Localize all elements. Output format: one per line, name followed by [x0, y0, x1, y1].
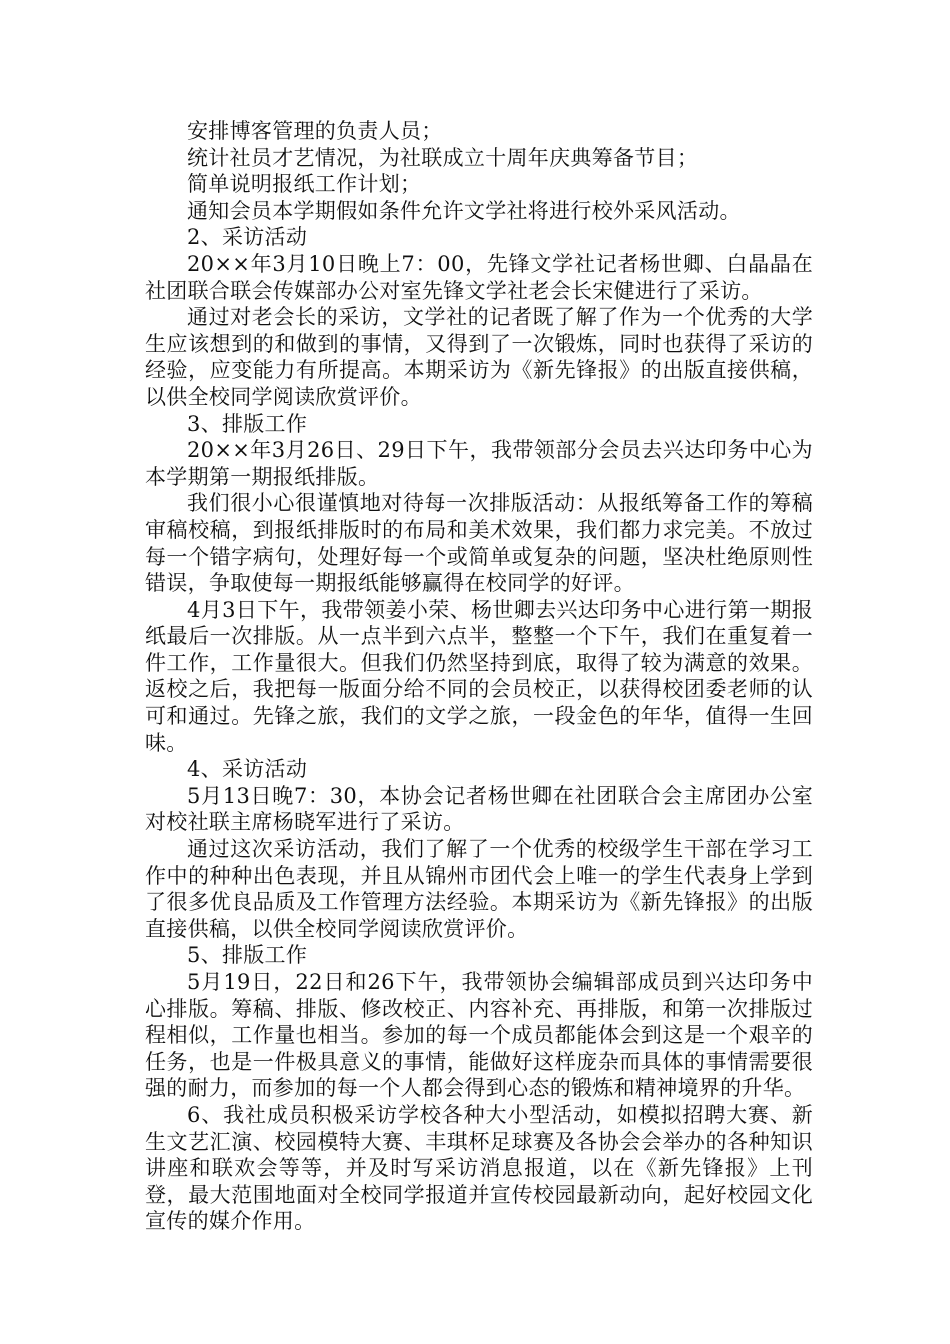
section-heading: 3、排版工作: [187, 411, 308, 436]
paragraph: 通知会员本学期假如条件允许文学社将进行校外采风活动。: [187, 198, 741, 223]
paragraph: 20××年3月26日、29日下午，我带领部分会员去兴达印务中心为本学期第一期报纸排版。: [145, 438, 813, 489]
paragraph: 通过这次采访活动，我们了解了一个优秀的校级学生干部在学习工作中的种种出色表现，并且从锦州市团代会上唯一的学生代表身上学到了很多优良品质及工作管理方法经验。本期采访为《新先锋报》的出版直接供稿，以供全校同学阅读欣赏评价。: [145, 837, 813, 941]
section-heading: 2、采访活动: [187, 225, 308, 250]
paragraph: 6、我社成员积极采访学校各种大小型活动，如模拟招聘大赛、新生文艺汇演、校园模特大赛、丰琪杯足球赛及各协会会举办的各种知识讲座和联欢会等等，并及时写采访消息报道，以在《新先锋报》上刊登，最大范围地面对全校同学报道并宣传校园最新动向，起好校园文化宣传的媒介作用。: [145, 1102, 813, 1234]
section-heading: 4、采访活动: [187, 757, 308, 782]
paragraph: 5月19日，22日和26下午，我带领协会编辑部成员到兴达印务中心排版。筹稿、排版、修改校正、内容补充、再排版，和第一次排版过程相似，工作量也相当。参加的每一个成员都能体会到这是一个艰辛的任务，也是一件极具意义的事情，能做好这样庞杂而具体的事情需要很强的耐力，而参加的每一个人都会得到心态的锻炼和精神境界的升华。: [145, 970, 813, 1101]
paragraph: 通过对老会长的采访，文学社的记者既了解了作为一个优秀的大学生应该想到的和做到的事情，又得到了一次锻炼，同时也获得了采访的经验，应变能力有所提高。本期采访为《新先锋报》的出版直接供稿，以供全校同学阅读欣赏评价。: [145, 305, 813, 409]
paragraph: 20××年3月10日晚上7：00，先锋文学社记者杨世卿、白晶晶在社团联合联会传媒部办公对室先锋文学社老会长宋健进行了采访。: [145, 251, 813, 303]
paragraph: 5月13日晚7：30，本协会记者杨世卿在社团联合会主席团办公室对校社联主席杨晓军进行了采访。: [145, 783, 813, 835]
document-body: [145, 118, 813, 1235]
paragraph: 统计社员才艺情况，为社联成立十周年庆典筹备节目；: [187, 145, 699, 170]
section-heading: 5、排版工作: [187, 943, 308, 968]
paragraph: 安排博客管理的负责人员；: [187, 119, 443, 143]
paragraph: 我们很小心很谨慎地对待每一次排版活动：从报纸筹备工作的筹稿审稿校稿，到报纸排版时的布局和美术效果，我们都力求完美。不放过每一个错字病句，处理好每一个或简单或复杂的问题，坚决杜绝原则性错误，争取使每一期报纸能够赢得在校同学的好评。: [145, 491, 813, 596]
paragraph: 4月3日下午，我带领姜小荣、杨世卿去兴达印务中心进行第一期报纸最后一次排版。从一点半到六点半，整整一个下午，我们在重复着一件工作，工作量很大。但我们仍然坚持到底，取得了较为满意的效果。返校之后，我把每一版面分给不同的会员校正，以获得校团委老师的认可和通过。先锋之旅，我们的文学之旅，一段金色的年华，值得一生回味。: [145, 597, 813, 755]
paragraph: 简单说明报纸工作计划；: [187, 172, 422, 197]
